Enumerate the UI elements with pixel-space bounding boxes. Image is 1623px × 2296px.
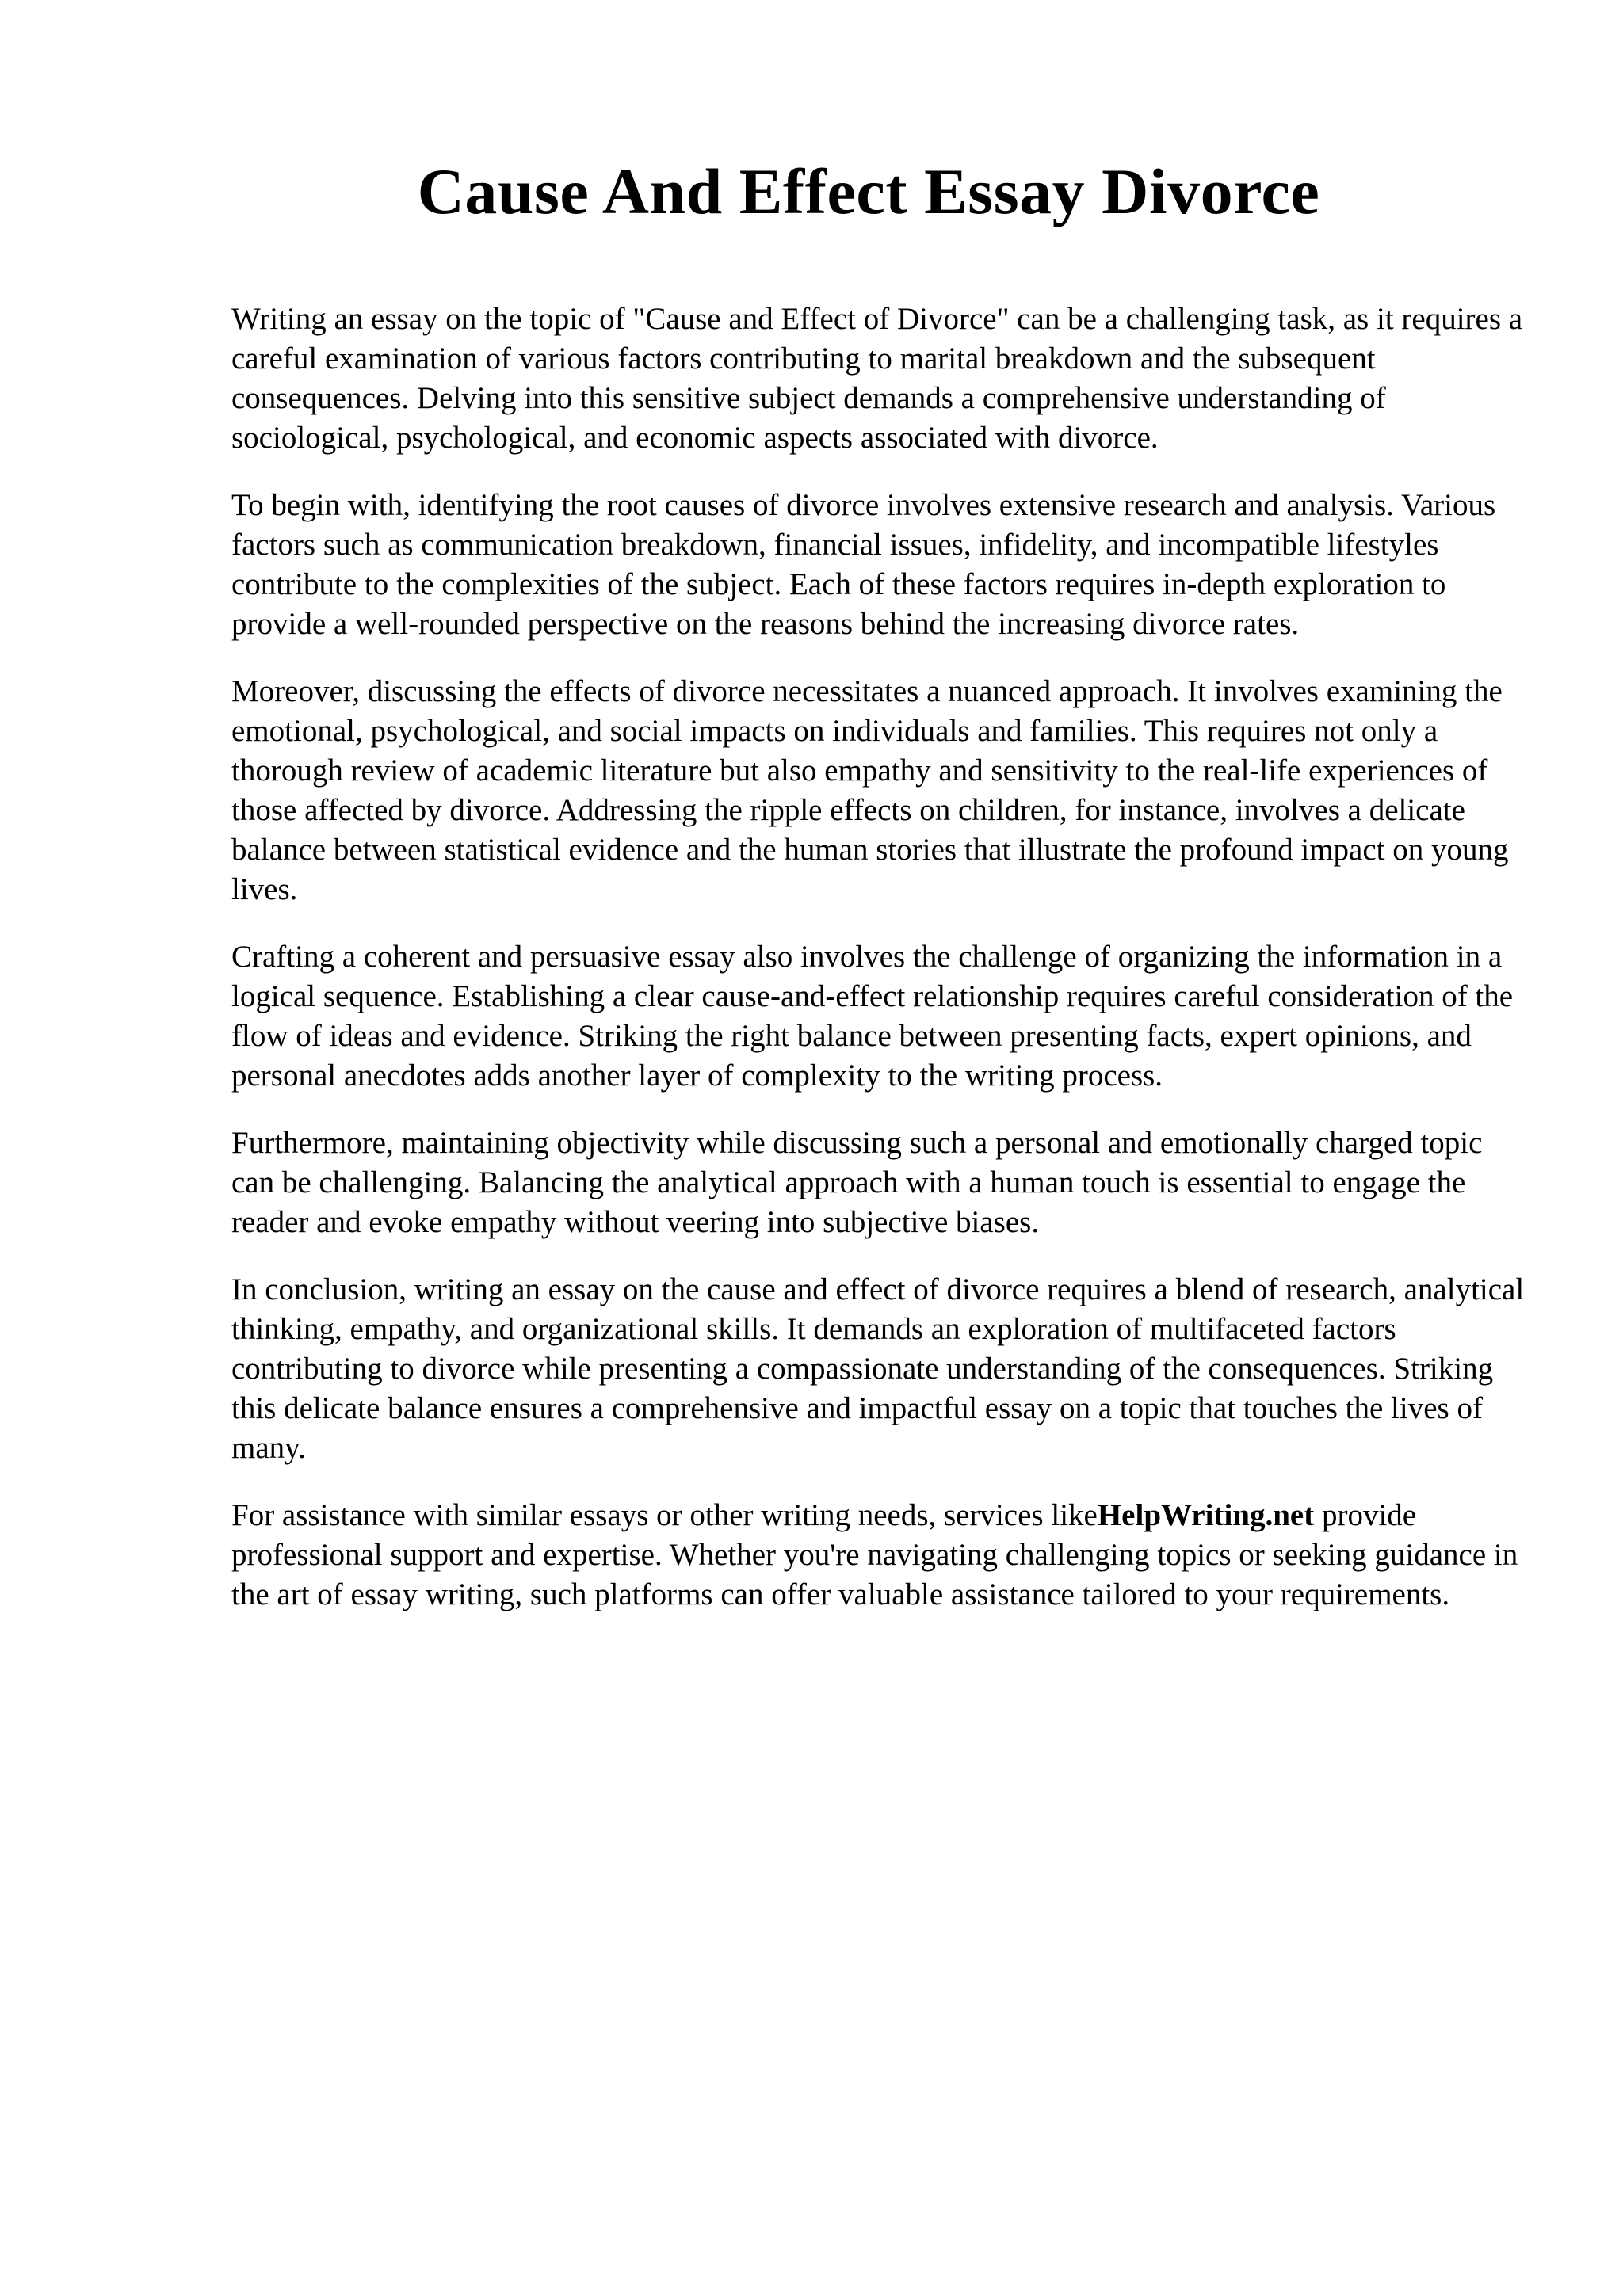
closing-text-before: For assistance with similar essays or other writing needs, services like	[231, 1498, 1098, 1532]
closing-text-after: provide professional support and expertise. Whether you're navigating challenging topics or seeking guidance in the art of essay writing, such platforms can offer valuable assistance tailored to your requirements.	[231, 1498, 1518, 1611]
paragraph-conclusion: In conclusion, writing an essay on the cause and effect of divorce requires a blend of research, analytical thinking, empathy, and organizational skills. It demands an exploration of multifaceted factors contributing to divorce while presenting a compassionate understanding of the consequences. Striking this delicate balance ensures a comprehensive and impactful essay on a topic that touches the lives of many.	[231, 1272, 1525, 1465]
paragraph-effects: Moreover, discussing the effects of divorce necessitates a nuanced approach. It involves examining the emotional, psychological, and social impacts on individuals and families. This requires not only a thorough review of academic literature but also empathy and sensitivity to the real-life experiences of those affected by divorce. Addressing the ripple effects on children, for instance, involves a delicate balance between statistical evidence and the human stories that illustrate the profound impact on young lives.	[231, 674, 1509, 906]
helpwriting-link[interactable]: HelpWriting.net	[1097, 1498, 1315, 1532]
paragraph-closing	[231, 1496, 1531, 1615]
paragraph-intro: Writing an essay on the topic of "Cause and Effect of Divorce" can be a challenging task, as it requires a careful examination of various factors contributing to marital breakdown and the subsequent consequences. Delving into this sensitive subject demands a comprehensive understanding of sociological, psychological, and economic aspects associated with divorce.	[231, 302, 1523, 455]
page-title: Cause And Effect Essay Divorce	[417, 155, 1320, 227]
paragraph-organizing: Crafting a coherent and persuasive essay also involves the challenge of organizing the information in a logical sequence. Establishing a clear cause-and-effect relationship requires careful consideration of the flow of ideas and evidence. Striking the right balance between presenting facts, expert opinions, and personal anecdotes adds another layer of complexity to the writing process.	[231, 940, 1514, 1093]
paragraph-causes: To begin with, identifying the root causes of divorce involves extensive research and analysis. Various factors such as communication breakdown, financial issues, infidelity, and incompatible lifestyles contribute to the complexities of the subject. Each of these factors requires in-depth exploration to provide a well-rounded perspective on the reasons behind the increasing divorce rates.	[231, 488, 1496, 641]
essay-body	[231, 299, 1531, 1642]
paragraph-objectivity: Furthermore, maintaining objectivity while discussing such a personal and emotionally charged topic can be challenging. Balancing the analytical approach with a human touch is essential to engage the reader and evoke empathy without veering into subjective biases.	[231, 1126, 1483, 1239]
